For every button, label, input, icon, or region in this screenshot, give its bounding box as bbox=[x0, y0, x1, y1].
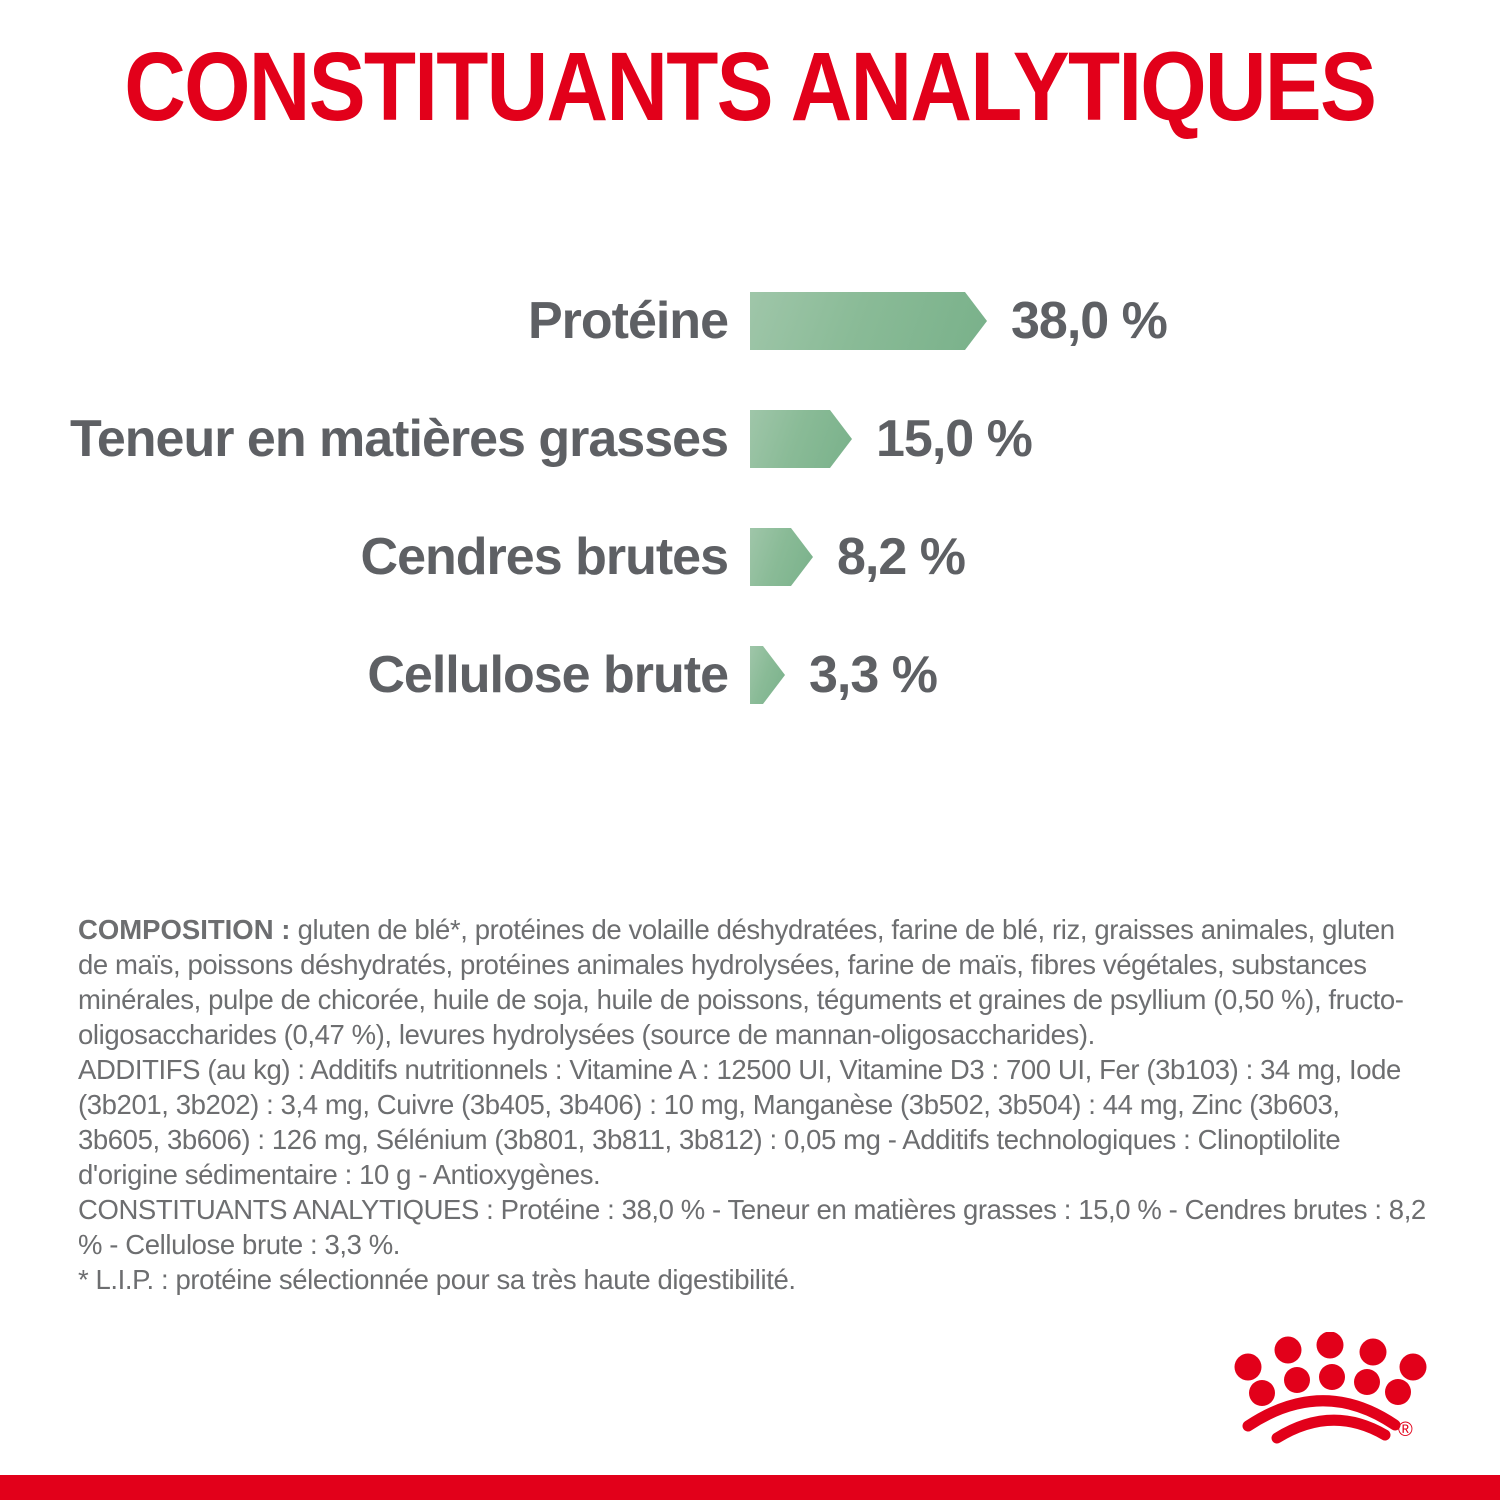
page-title: CONSTITUANTS ANALYTIQUES bbox=[124, 32, 1376, 141]
crown-dot bbox=[1400, 1354, 1427, 1381]
chart-value-label: 3,3 % bbox=[809, 646, 937, 704]
analytical-constituents-chart bbox=[0, 262, 1500, 734]
chart-bar bbox=[750, 528, 813, 586]
chart-category-label: Protéine bbox=[527, 292, 728, 350]
chart-category-label: Cellulose brute bbox=[367, 646, 728, 704]
chart-category-label: Teneur en matières grasses bbox=[69, 410, 728, 468]
composition-text: gluten de blé*, protéines de volaille déshydratées, farine de blé, riz, graisses animales, gluten de maïs, poissons déshydratés, protéines animales hydrolysées, farine de maïs, fibres végétales, substances minérales, pulpe de chicorée, huile de soja, huile de poissons, téguments et graines de psyllium (0,50 %), fructo-oligosaccharides (0,47 %), levures hydrolysées (source de mannan-oligosaccharides). bbox=[78, 914, 1404, 1050]
crown-dot bbox=[1385, 1379, 1411, 1405]
crown-dot bbox=[1317, 1332, 1344, 1359]
crown-dot bbox=[1319, 1364, 1345, 1390]
chart-row bbox=[0, 616, 1500, 734]
chart-row bbox=[0, 380, 1500, 498]
chart-bar bbox=[750, 410, 852, 468]
constituants-summary-paragraph: CONSTITUANTS ANALYTIQUES : Protéine : 38,0 % - Teneur en matières grasses : 15,0 % - Cendres brutes : 8,2 % - Cellulose brute : 3,3 %. bbox=[78, 1194, 1426, 1260]
crown-dot bbox=[1360, 1339, 1387, 1366]
title-wrap bbox=[0, 32, 1500, 141]
chart-value-label: 8,2 % bbox=[837, 528, 965, 586]
crown-dot bbox=[1249, 1380, 1275, 1406]
crown-arc-lower bbox=[1277, 1420, 1385, 1438]
chart-category-label: Cendres brutes bbox=[360, 528, 728, 586]
crown-dot bbox=[1284, 1367, 1310, 1393]
royal-canin-crown-logo bbox=[1232, 1332, 1432, 1447]
composition-label: COMPOSITION : bbox=[78, 914, 291, 945]
registered-trademark-icon: ® bbox=[1398, 1419, 1413, 1441]
crown-dot bbox=[1275, 1337, 1302, 1364]
chart-row bbox=[0, 498, 1500, 616]
legal-text-block bbox=[78, 912, 1426, 1297]
chart-value-label: 15,0 % bbox=[876, 410, 1032, 468]
additifs-paragraph: ADDITIFS (au kg) : Additifs nutritionnels : Vitamine A : 12500 UI, Vitamine D3 : 700 UI, Fer (3b103) : 34 mg, Iode (3b201, 3b202) : 3,4 mg, Cuivre (3b405, 3b406) : 10 mg, Manganèse (3b502, 3b504) : 44 mg, Zinc (3b603, 3b605, 3b606) : 126 mg, Sélénium (3b801, 3b811, 3b812) : 0,05 mg - Additifs technologiques : Clinoptilolite d'origine sédimentaire : 10 g - Antioxygènes. bbox=[78, 1054, 1401, 1190]
composition-paragraph bbox=[78, 912, 1426, 1052]
bottom-red-bar bbox=[0, 1475, 1500, 1500]
chart-row bbox=[0, 262, 1500, 380]
chart-value-label: 38,0 % bbox=[1011, 292, 1167, 350]
chart-bar bbox=[750, 292, 987, 350]
crown-dot bbox=[1354, 1369, 1380, 1395]
lip-footnote: * L.I.P. : protéine sélectionnée pour sa très haute digestibilité. bbox=[78, 1264, 796, 1295]
chart-bar bbox=[750, 646, 785, 704]
crown-dot bbox=[1235, 1354, 1262, 1381]
